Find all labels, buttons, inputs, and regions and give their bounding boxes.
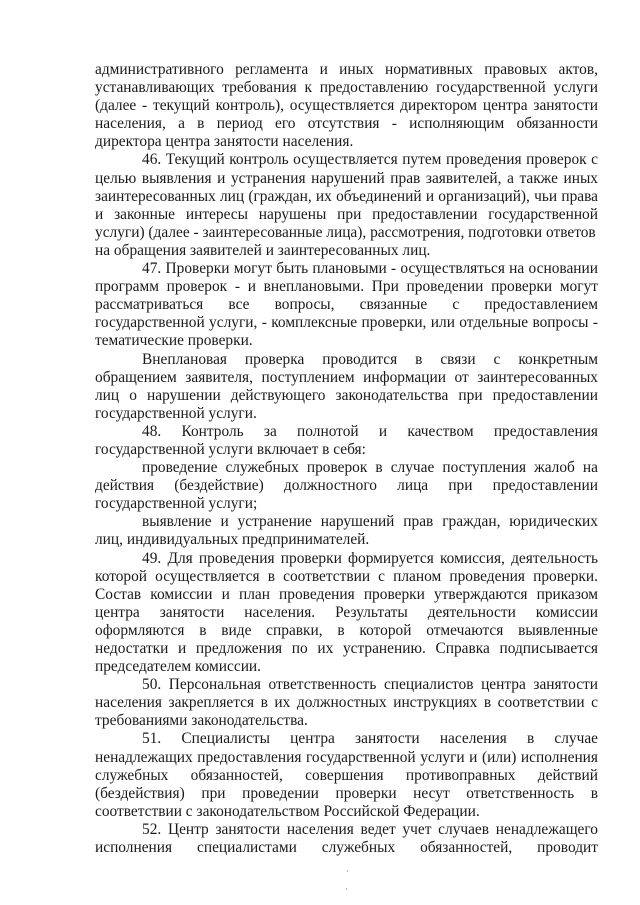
paragraph-46: 46. Текущий контроль осуществляется путем проведения проверок с целью выявления и устранения нарушений прав заявителей, а также иных заинтересованных лиц (граждан, их объединений и организаций), чьи права и законные интересы нарушены при предоставлении государственной услуги) (далее - заинтересованные лица), рассмотрения, подготовки ответов	[95, 151, 598, 241]
paragraph-45-continuation: административного регламента и иных нормативных правовых актов, устанавливающих требования к предоставлению государственной услуги (далее - текущий контроль), осуществляется директором центра занятости населения, а в период его отсутствия - исполняющим обязанности директора центра занятости населения.	[95, 61, 598, 151]
paragraph-50: 50. Персональная ответственность специалистов центра занятости населения закрепляется в их должностных инструкциях в соответствии с требованиями законодательства.	[95, 676, 598, 730]
paragraph-51: 51. Специалисты центра занятости населения в случае ненадлежащих предоставления государственной услуги и (или) исполнения служебных обязанностей, совершения противоправных действий (бездействия) при проведении проверки несут ответственность в соответствии с законодательством Российской Федерации.	[95, 730, 598, 820]
scan-speck: ·	[346, 867, 349, 877]
paragraph-49: 49. Для проведения проверки формируется комиссия, деятельность которой осуществляется в соответствии с планом проведения проверки. Состав комиссии и план проведения проверки утверждаются приказом центра занятости населения. Результаты деятельности комиссии оформляются в виде справки, в которой отмечаются выявленные недостатки и предложения по их устранению. Справка подписывается председателем комиссии.	[95, 549, 598, 676]
regulation-text	[95, 61, 598, 857]
paragraph-47-unscheduled: Внеплановая проверка проводится в связи с конкретным обращением заявителя, поступлением информации от заинтересованных лиц о нарушении действующего законодательства при предоставлении государственной услуги.	[95, 350, 598, 422]
paragraph-48: 48. Контроль за полнотой и качеством предоставления государственной услуги включает в себя:	[95, 422, 598, 458]
paragraph-48-item-1: проведение служебных проверок в случае поступления жалоб на действия (бездействие) должностного лица при предоставлении государственной услуги;	[95, 459, 598, 513]
paragraph-47: 47. Проверки могут быть плановыми - осуществляться на основании программ проверок - и внеплановыми. При проведении проверки могут рассматриваться все вопросы, связанные с предоставлением государственной услуги, - комплексные проверки, или отдельные вопросы - тематические проверки.	[95, 260, 598, 350]
scan-speck: ·	[345, 885, 348, 895]
paragraph-48-item-2: выявление и устранение нарушений прав граждан, юридических лиц, индивидуальных предпринимателей.	[95, 513, 598, 549]
paragraph-46-continuation: на обращения заявителей и заинтересованных лиц.	[95, 241, 431, 259]
paragraph-52: 52. Центр занятости населения ведет учет случаев ненадлежащего исполнения специалистами служебных обязанностей, проводит	[95, 820, 598, 857]
